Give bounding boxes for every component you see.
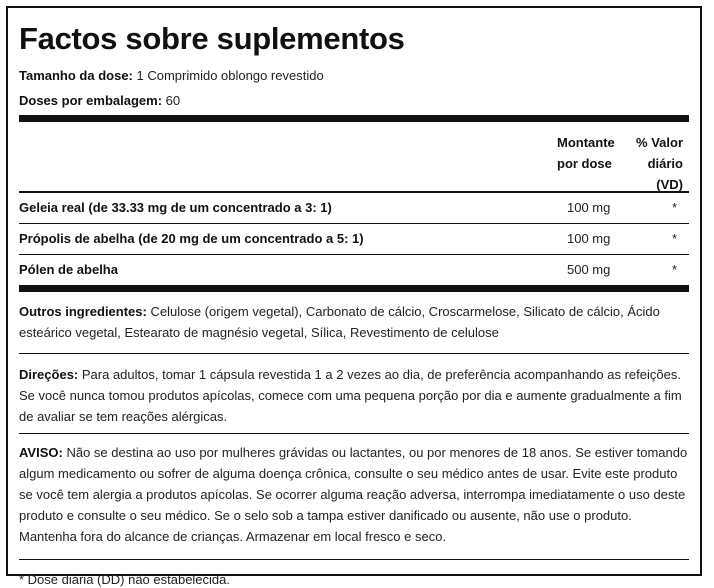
ingredient-name: Pólen de abelha xyxy=(19,262,118,277)
ingredient-amount: 100 mg xyxy=(567,200,611,215)
other-ingredients-text: Celulose (origem vegetal), Carbonato de cálcio, Croscarmelose, Silicato de cálcio, Ácido esteárico vegetal, Estearato de magnésio vegetal, Sílica, Revestimento de celulose xyxy=(19,304,660,340)
ingredient-daily-value: * xyxy=(671,262,677,277)
ingredient-name: Geleia real (de 33.33 mg de um concentrado a 3: 1) xyxy=(19,200,332,215)
other-ingredients-label: Outros ingredientes: xyxy=(19,304,147,319)
thick-divider-top xyxy=(19,115,689,122)
header-dv-line2: diário xyxy=(647,156,683,171)
header-dv-line1: % Valor xyxy=(636,135,683,150)
warning-text: Não se destina ao uso por mulheres grávidas ou lactantes, ou por menores de 18 anos. Se estiver tomando algum medicamento ou sofrer de alguma doença crônica, consulte o seu médico antes de usar. Evite este produto se você tem alergia a produtos apícolas. Se ocorrer alguma reação adversa, interrompa imediatamente o uso deste produto e consulte o seu médico. Se o selo sob a tampa estiver danificado ou ausente, não use o produto. Mantenha fora do alcance de crianças. Armazenar em local fresco e seco. xyxy=(19,445,688,544)
table-row xyxy=(19,224,689,254)
directions-text: Para adultos, tomar 1 cápsula revestida 1 a 2 vezes ao dia, de preferência acompanhando as refeições. Se você nunca tomou produtos apícolas, comece com uma pequena porção por dia e aumente gradualmente a fim de avaliar se tem reações alérgicas. xyxy=(19,367,682,424)
panel-title: Factos sobre suplementos xyxy=(19,21,405,56)
servings-per-container xyxy=(19,93,689,109)
serving-size xyxy=(19,68,689,84)
panel-content xyxy=(19,8,689,587)
servings-per-container-label: Doses por embalagem: xyxy=(19,93,163,108)
warning-label: AVISO: xyxy=(19,445,63,460)
thick-divider-bottom xyxy=(19,285,689,292)
footnote-divider xyxy=(19,559,689,560)
ingredient-amount: 100 mg xyxy=(567,231,611,246)
serving-size-value: 1 Comprimido oblongo revestido xyxy=(136,68,324,83)
directions xyxy=(19,364,689,427)
other-ingredients xyxy=(19,301,689,343)
ingredient-amount: 500 mg xyxy=(567,262,611,277)
serving-size-label: Tamanho da dose: xyxy=(19,68,133,83)
directions-label: Direções: xyxy=(19,367,79,382)
ingredient-name: Própolis de abelha (de 20 mg de um concentrado a 5: 1) xyxy=(19,231,364,246)
footnote: * Dose diária (DD) não estabelecida. xyxy=(19,572,230,587)
servings-per-container-value: 60 xyxy=(165,93,181,108)
table-row xyxy=(19,193,689,223)
supplement-facts-panel xyxy=(6,6,702,587)
header-dv-line3: (VD) xyxy=(656,177,683,192)
table-row xyxy=(19,255,689,285)
header-amount xyxy=(557,132,623,174)
header-amount-line1: Montante xyxy=(557,135,615,150)
header-daily-value xyxy=(623,132,683,195)
ingredient-daily-value: * xyxy=(671,231,677,246)
ingredient-daily-value: * xyxy=(671,200,677,215)
section-divider xyxy=(19,353,689,354)
section-divider xyxy=(19,433,689,434)
warning xyxy=(19,442,689,547)
header-amount-line2: por dose xyxy=(557,156,612,171)
table-header xyxy=(19,122,689,191)
